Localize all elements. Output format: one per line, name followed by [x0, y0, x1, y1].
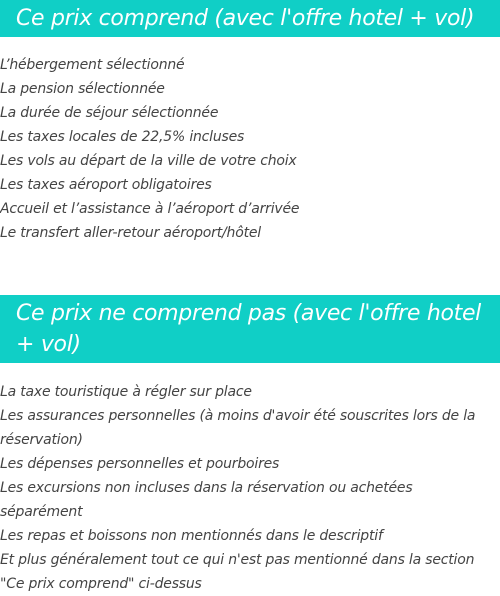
list-item: La durée de séjour sélectionnée [0, 105, 219, 121]
list-item: La taxe touristique à régler sur place [0, 384, 252, 400]
excluded-items-list [0, 380, 492, 596]
list-item: Les vols au départ de la ville de votre choix [0, 153, 297, 169]
list-item: Les repas et boissons non mentionnés dans le descriptif [0, 528, 383, 544]
list-item: Et plus généralement tout ce qui n'est pas mentionné dans la section "Ce prix comprend" ci-dessus [0, 552, 475, 592]
included-items-list [0, 53, 492, 245]
excluded-section-title: Ce prix ne comprend pas (avec l'offre hotel + vol) [0, 295, 500, 363]
list-item: Le transfert aller-retour aéroport/hôtel [0, 225, 261, 241]
included-section-title: Ce prix comprend (avec l'offre hotel + vol) [0, 0, 500, 37]
list-item: Les assurances personnelles (à moins d'avoir été souscrites lors de la réservation) [0, 408, 476, 448]
list-item: Les excursions non incluses dans la réservation ou achetées séparément [0, 480, 413, 520]
list-item: Accueil et l’assistance à l’aéroport d’arrivée [0, 201, 300, 217]
list-item: L’hébergement sélectionné [0, 57, 185, 73]
list-item: Les dépenses personnelles et pourboires [0, 456, 280, 472]
list-item: Les taxes locales de 22,5% incluses [0, 129, 245, 145]
list-item: La pension sélectionnée [0, 81, 165, 97]
list-item: Les taxes aéroport obligatoires [0, 177, 212, 193]
